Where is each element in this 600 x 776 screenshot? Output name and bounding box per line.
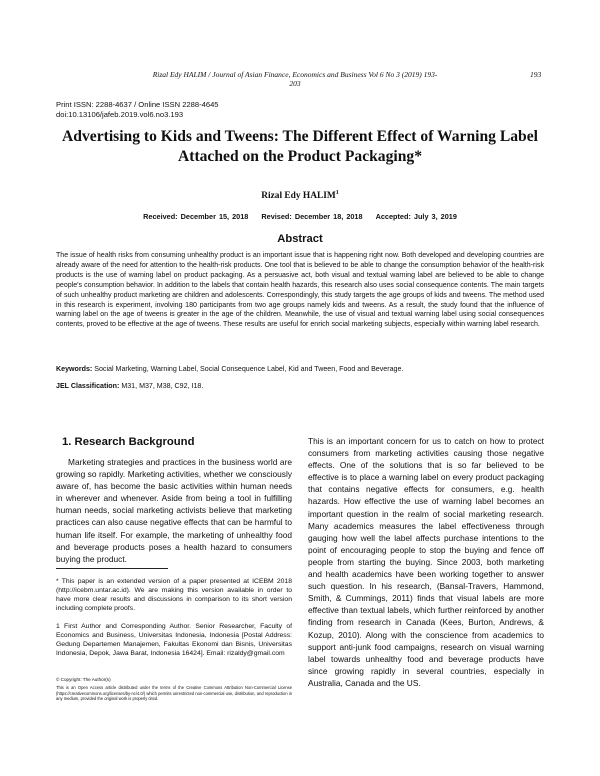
title-line-1: Advertising to Kids and Tweens: The Different Effect of Warning Label <box>62 128 538 145</box>
jel-label: JEL Classification: <box>56 382 120 390</box>
article-dates <box>0 212 600 221</box>
footnote-extended-version: * This paper is an extended version of a paper presented at ICEBM 2018 (http://icebm.untar.ac.id). We are making this version available in order to have more clear results and discussions in comparison to its short version including complete proofs. <box>56 578 292 613</box>
title-line-2: Attached on the Product Packaging* <box>177 148 422 165</box>
footnote-author: 1 First Author and Corresponding Author. Senior Researcher, Faculty of Economics and Business, Universitas Indonesia, Indonesia [Postal Address: Gedung Departemen Manajemen, Fakultas Ekonomi dan Bisnis, Universitas Indonesia, Depok, Jawa Barat, Indonesia 16424]. Email: rizaldy@gmail.com <box>56 623 292 658</box>
author <box>0 190 600 201</box>
copyright-notice: © Copyright: The Author(s) <box>56 677 111 682</box>
revised-date: Revised: December 18, 2018 <box>261 212 363 221</box>
received-date: Received: December 15, 2018 <box>143 212 249 221</box>
left-column-text: Marketing strategies and practices in the business world are growing so rapidly. Marketing activities, whether we consciously aware of, has become the basic activities within human needs in wherever and whenever. Aside from being a tool in fulfilling human needs, social marketing activists believe that marketing practices can also cause negative effects that can be harmful to human life itself. For example, the marketing of unhealthy food and beverage products poses a health hazard to consumers buying the product. <box>56 457 292 564</box>
author-name: Rizal Edy HALIM <box>261 191 336 202</box>
jel-classification <box>56 381 544 391</box>
abstract-body: The issue of health risks from consuming unhealthy product is an important issue that is happening right now. Both developed and developing countries are already aware of the need for attention to the health-risk products. One tool that is believed to be able to change the consumption behavior of the health-risk products is the use of warning label on product packaging. As a persuasive act, both visual and textual warning label are believed to be able to change people's consumption behavior. In addition to the labels that contain health hazards, this research also uses social consequence contents. The main targets of such unhealthy product marketing are children and adolescents. Correspondingly, this study targets the age groups of kids and tweens. The method used in this research is experiment, involving 180 participants from two age groups namely kids and tweens. As a result, the study found that the influence of warning label on the age of tweens is greater in the age of the children. Meanwhile, the use of visual and textual warning label using social consequences contents, proved to be effective at the age of tweens. These results are useful for enrich social marketing subjects, especially within warning label research. <box>56 252 544 329</box>
section-heading: 1. Research Background <box>62 436 195 448</box>
doi-line: doi:10.13106/jafeb.2019.vol6.no3.193 <box>56 110 184 119</box>
abstract-heading: Abstract <box>277 233 323 245</box>
issn-block <box>56 100 219 120</box>
license-notice: This is an Open Access article distributed under the terms of the Creative Commons Attribution Non-Commercial License (https://creativecommons.org/licenses/by-nc/4.0/) which permits unrestricted non-commercial use, distribution, and reproduction in any medium, provided the original work is properly cited. <box>56 685 292 702</box>
issn-line: Print ISSN: 2288-4637 / Online ISSN 2288-4645 <box>56 100 219 109</box>
running-head: Rizal Edy HALIM / Journal of Asian Finance, Economics and Business Vol 6 No 3 (2019) 193-203 <box>152 70 438 88</box>
jel-text: M31, M37, M38, C92, I18. <box>121 382 204 390</box>
footnote-divider <box>56 568 168 569</box>
keywords-label: Keywords: <box>56 365 93 373</box>
accepted-date: Accepted: July 3, 2019 <box>375 212 457 221</box>
author-affiliation-mark: 1 <box>335 190 339 196</box>
keywords-text: Social Marketing, Warning Label, Social Consequence Label, Kid and Tween, Food and Beverage. <box>94 365 404 373</box>
keywords <box>56 364 544 374</box>
paper-title <box>40 127 560 167</box>
right-column-text: This is an important concern for us to catch on how to protect consumers from marketing activities causing those negative effects. One of the solutions that is so far believed to be effective is to place a warning label on every product packaging that contains negative effects for consumers, e.g. health hazards. How effective the use of warning label becomes an important question in the realm of social marketing research. Many academics measures the label effectiveness through gauging how well the label affects purchase intentions to the point of encouraging people to stop the buying and fence off people from starting the buying. Since 2003, both marketing and health academics have been working together to answer such question. In his research, (Bansal-Travers, Hammond, Smith, & Cummings, 2011) finds that visual labels are more effective than textual labels, which further reinforced by another finding from research in Canada (Kees, Burton, Andrews, & Kozup, 2010). Along with the conscience from academics to support anti-junk food campaigns, research on visual warning label towards unhealthy food and beverage products have since growing rapidly in several countries, especially in Australia, Canada and the US. <box>308 436 544 688</box>
page-number: 193 <box>530 70 542 79</box>
